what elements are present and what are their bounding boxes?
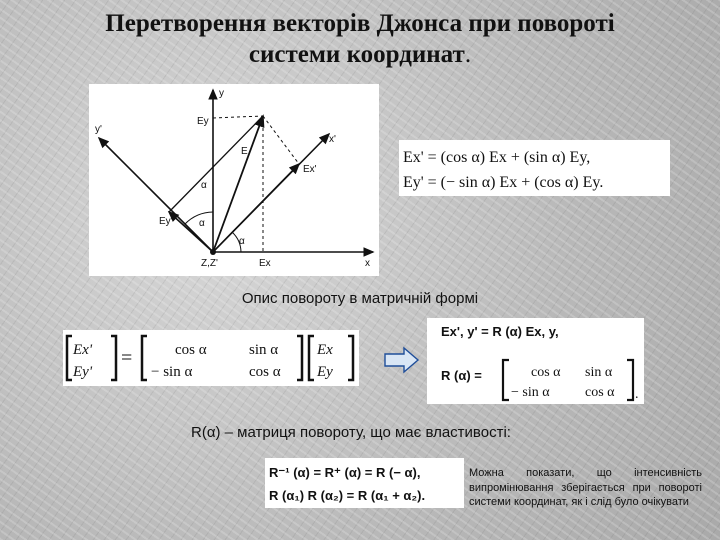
equals-sign: = (121, 347, 133, 369)
label-ex-prime: Ex' (303, 164, 317, 175)
label-alpha-right: α (239, 236, 245, 247)
right-matrix-m21: − sin α (511, 385, 550, 400)
label-ey-top: Ey (197, 116, 209, 127)
property-2: R (α₁) R (α₂) = R (α₁ + α₂). (269, 488, 426, 503)
rotation-matrix-lhs: R (α) = (441, 368, 482, 383)
projection-ey-prime (169, 116, 263, 212)
matrix-m22: cos α (249, 364, 281, 380)
vector-ey: Ey (317, 364, 333, 380)
label-axis-x: x (365, 258, 370, 269)
label-origin: Z,Z' (201, 258, 218, 269)
right-arrow-icon (384, 346, 420, 374)
right-matrix-m12: sin α (585, 365, 613, 380)
label-axis-y-prime: y' (95, 124, 102, 135)
bracket-3-left (309, 336, 314, 380)
component-equations (399, 140, 670, 196)
bracket-2-right (297, 336, 302, 380)
intensity-note: Можна показати, що інтенсивність випромінювання зберігається при повороті системи координат, як і слід було очікувати (469, 467, 702, 508)
rotation-diagram-svg (89, 84, 379, 276)
ex-prime-vector (213, 164, 299, 252)
rotation-properties (265, 458, 464, 508)
bracket-3-right (348, 336, 353, 380)
title-line-1: Перетворення векторів Джонса при повороті (105, 10, 615, 37)
property-1: R⁻¹ (α) = R⁺ (α) = R (− α), (269, 465, 421, 480)
vector-ex: Ex (317, 342, 333, 358)
matrix-m12: sin α (249, 342, 279, 358)
equation-1: Ex' = (cos α) Ex + (sin α) Ey, (403, 149, 591, 166)
slide-title (0, 8, 720, 70)
projection-ex-prime (263, 116, 299, 164)
label-axis-x-prime: x' (329, 134, 336, 145)
y-prime-axis (99, 138, 213, 252)
right-bracket-right (627, 360, 633, 400)
caption-matrix-form: Опис повороту в матричній формі (241, 290, 479, 307)
projection-ey (213, 116, 263, 118)
label-e: E (241, 146, 248, 157)
right-matrix-end: . (635, 387, 639, 402)
matrix-equation-right (427, 318, 644, 404)
matrix-equation-left (63, 330, 359, 386)
label-alpha-top: α (201, 180, 207, 191)
title-line-2-main: системи координат (248, 41, 465, 68)
bracket-1-right (111, 336, 116, 380)
matrix-m11: cos α (175, 342, 207, 358)
right-bracket-left (503, 360, 509, 400)
rotation-equation: Ex', y' = R (α) Ex, y, (441, 324, 559, 339)
rotation-properties-svg (265, 458, 464, 508)
right-matrix-m11: cos α (531, 365, 561, 380)
origin-point (210, 249, 216, 255)
bracket-2-left (142, 336, 147, 380)
label-alpha-left: α (199, 218, 205, 229)
rotation-diagram (89, 84, 379, 276)
matrix-equation-right-svg (427, 318, 644, 404)
label-axis-y: y (219, 88, 224, 99)
matrix-m21: − sin α (151, 364, 193, 380)
vector-ey-prime: Ey' (73, 364, 93, 380)
caption-properties: R(α) – матриця повороту, що має властивості: (191, 424, 511, 441)
label-ey-prime: Ey' (159, 216, 173, 227)
bracket-1-left (67, 336, 72, 380)
vector-ex-prime: Ex' (73, 342, 93, 358)
ey-prime-vector (169, 212, 213, 252)
component-equations-svg (399, 140, 670, 196)
right-matrix-m22: cos α (585, 385, 615, 400)
equation-2: Ey' = (− sin α) Ex + (cos α) Ey. (403, 174, 604, 191)
matrix-equation-left-svg (63, 330, 359, 386)
label-ex-bottom: Ex (259, 258, 271, 269)
e-vector (213, 116, 263, 252)
title-line-2 (0, 39, 720, 70)
title-line-2-end: . (464, 41, 472, 68)
